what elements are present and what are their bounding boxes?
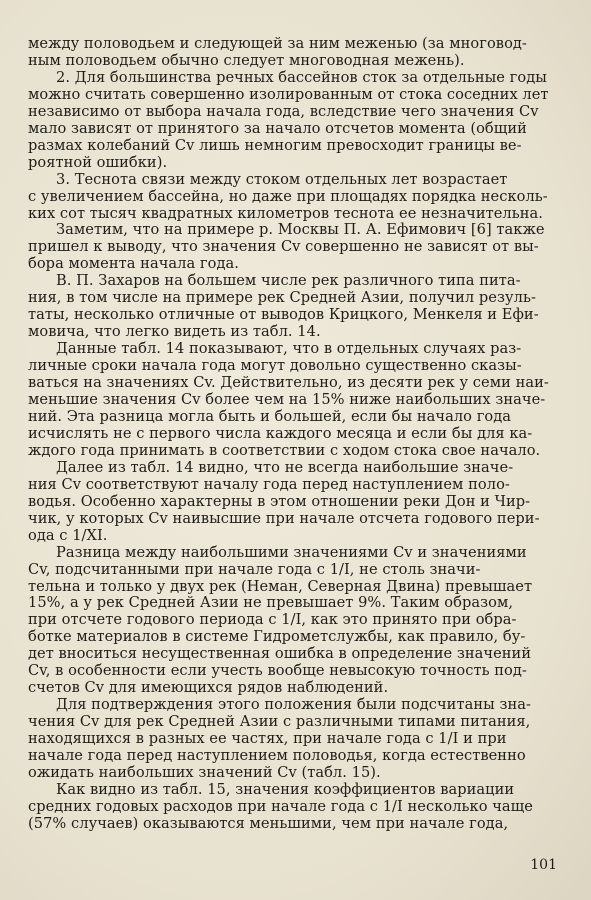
text-line: дет вноситься несущественная ошибка в определение значений (28, 646, 532, 663)
text-line: ких сот тысяч квадратных километров теснота ее незначительна. (28, 205, 543, 222)
text-line: счетов Cv для имеющихся рядов наблюдений. (28, 680, 389, 697)
text-line: начале года перед наступлением половодья, когда естественно (28, 748, 526, 765)
text-line: исчислять не с первого числа каждого месяца и если бы для ка- (28, 425, 533, 442)
paragraph-3 (28, 172, 558, 223)
paragraph-2 (28, 70, 558, 172)
paragraph-6 (28, 341, 558, 460)
body-text (28, 36, 558, 833)
text-line: средних годовых расходов при начале года с 1/I несколько чаще (28, 798, 533, 815)
paragraph-5 (28, 273, 558, 341)
text-line: таты, несколько отличные от выводов Крицкого, Менкеля и Ефи- (28, 307, 539, 324)
text-line: Разница между наибольшими значениями Cv и значениями (56, 544, 527, 561)
text-line: ния Cv соответствуют началу года перед наступлением поло- (28, 476, 510, 493)
text-line: меньшие значения Cv более чем на 15% ниже наибольших значе- (28, 392, 546, 409)
text-line: независимо от выбора начала года, вследствие чего значения Cv (28, 103, 539, 120)
text-line: Заметим, что на примере р. Москвы П. А. Ефимович [6] также (56, 222, 545, 239)
paragraph-10 (28, 782, 558, 833)
text-line: тельна и только у двух рек (Неман, Северная Двина) превышает (28, 578, 533, 595)
text-line: Cv, подсчитанными при начале года с 1/I, не столь значи- (28, 561, 481, 578)
text-line: пришел к выводу, что значения Cv совершенно не зависят от вы- (28, 239, 539, 256)
text-line: Cv, в особенности если учесть вообще невысокую точность под- (28, 663, 527, 680)
text-line: с увеличением бассейна, но даже при площадях порядка несколь- (28, 188, 548, 205)
text-line: ным половодьем обычно следует многоводная межень). (28, 52, 465, 69)
text-line: 3. Теснота связи между стоком отдельных лет возрастает (56, 171, 508, 188)
paragraph-1 (28, 36, 558, 70)
text-line: находящихся в разных ее частях, при начале года с 1/I и при (28, 731, 507, 748)
text-line: при отсчете годового периода с 1/I, как это принято при обра- (28, 612, 517, 629)
text-line: 2. Для большинства речных бассейнов сток за отдельные годы (56, 69, 547, 86)
text-line: водья. Особенно характерны в этом отношении реки Дон и Чир- (28, 493, 531, 510)
text-line: В. П. Захаров на большем числе рек различного типа пита- (56, 273, 521, 290)
text-line: бора момента начала года. (28, 256, 239, 273)
text-line: мовича, что легко видеть из табл. 14. (28, 324, 321, 341)
text-line: ботке материалов в системе Гидрометслужбы, как правило, бу- (28, 629, 526, 646)
page-number: 101 (530, 857, 557, 873)
paragraph-9 (28, 697, 558, 782)
text-line: чения Cv для рек Средней Азии с различными типами питания, (28, 714, 531, 731)
text-line: мало зависят от принятого за начало отсчетов момента (общий (28, 120, 527, 137)
paragraph-8 (28, 545, 558, 698)
text-line: ожидать наибольших значений Cv (табл. 15). (28, 764, 381, 781)
text-line: Как видно из табл. 15, значения коэффициентов вариации (56, 781, 515, 798)
text-line: Далее из табл. 14 видно, что не всегда наибольшие значе- (56, 459, 514, 476)
text-line: размах колебаний Cv лишь немногим превосходит границы ве- (28, 137, 522, 154)
text-line: можно считать совершенно изолированным от стока соседних лет (28, 86, 549, 103)
text-line: ваться на значениях Cv. Действительно, из десяти рек у семи наи- (28, 375, 549, 392)
text-line: роятной ошибки). (28, 154, 168, 171)
paragraph-4 (28, 222, 558, 273)
text-line: Данные табл. 14 показывают, что в отдельных случаях раз- (56, 341, 522, 358)
text-line: Для подтверждения этого положения были подсчитаны зна- (56, 697, 531, 714)
text-line: личные сроки начала года могут довольно существенно сказы- (28, 358, 522, 375)
text-line: ния, в том числе на примере рек Средней Азии, получил резуль- (28, 290, 536, 307)
text-line: ждого года принимать в соответствии с ходом стока свое начало. (28, 442, 541, 459)
text-line: ний. Эта разница могла быть и большей, если бы начало года (28, 408, 512, 425)
text-line: (57% случаев) оказываются меньшими, чем при начале года, (28, 815, 509, 832)
paragraph-7 (28, 460, 558, 545)
text-line: между половодьем и следующей за ним меженью (за многовод- (28, 36, 527, 52)
text-line: 15%, а у рек Средней Азии не превышает 9%. Таким образом, (28, 595, 514, 612)
text-line: ода с 1/XI. (28, 527, 108, 544)
text-line: чик, у которых Cv наивысшие при начале отсчета годового пери- (28, 510, 540, 527)
